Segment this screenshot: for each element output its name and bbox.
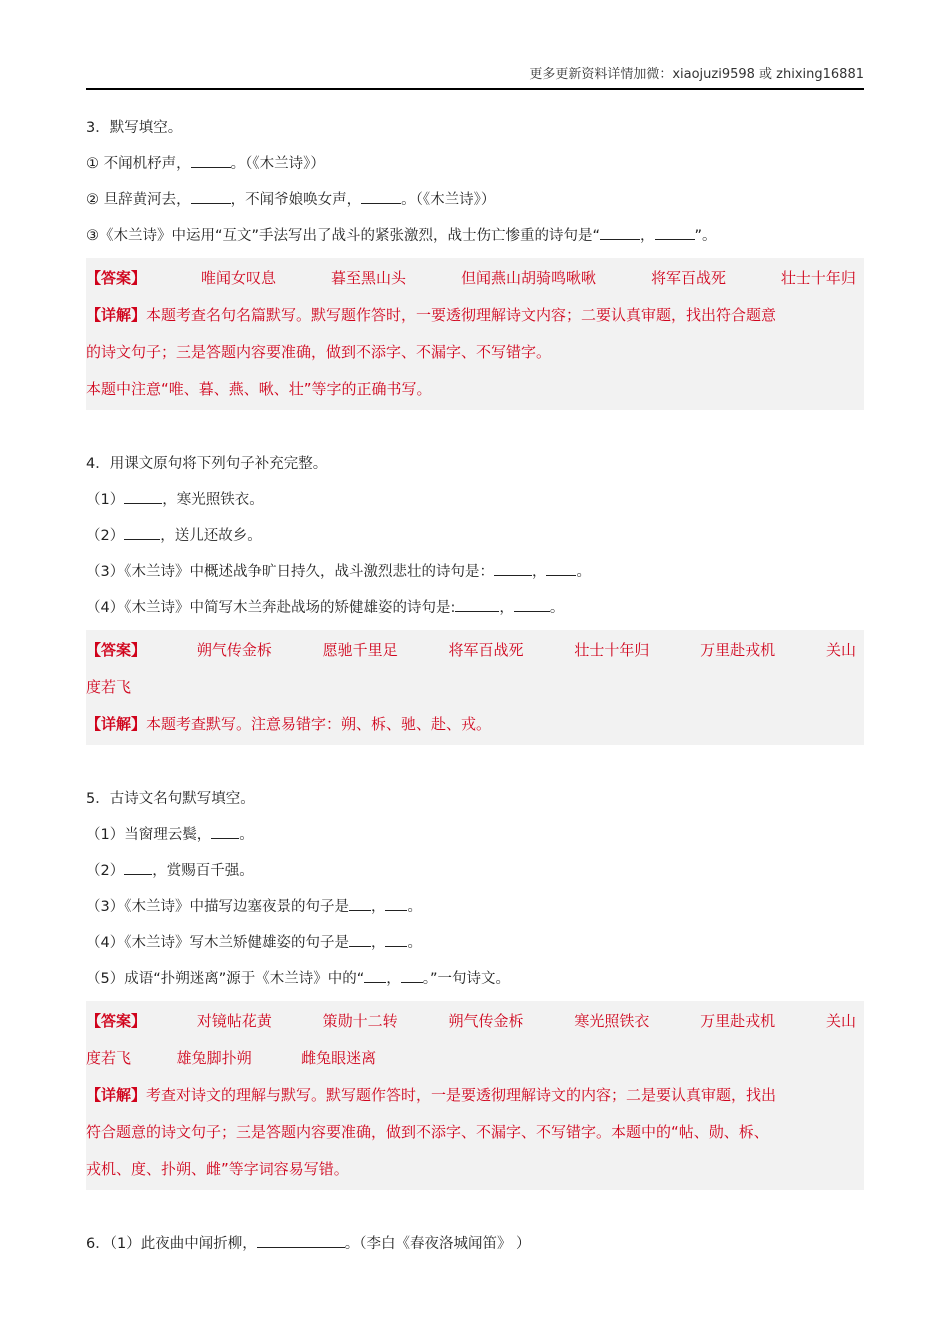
answer-item: 将军百战死 [448,641,524,659]
answer-row [86,260,864,297]
blank [385,932,407,947]
blank [600,225,640,240]
q3-answer-box [86,258,864,410]
detail-text-2: 的诗文句子；三是答题内容要准确，做到不添字、不漏字、不写错字。 [86,343,552,361]
blank [494,561,532,576]
q3-line-2: ② 旦辞黄河去， ，不闻爷娘唤女声， 。（《木兰诗》） [86,182,864,218]
answer-row [86,632,864,669]
q5-line-5: （5）成语“扑朔迷离”源于《木兰诗》中的“ ， 。”一句诗文。 [86,961,864,997]
detail-text-3: 戎机、度、扑朔、雌”等字词容易写错。 [86,1160,349,1178]
answer-item: 关山 [825,641,856,659]
note-text: 本题中注意“唯、暮、燕、啾、壮”等字的正确书写。 [86,380,432,398]
blank [349,896,371,911]
answer-item: 雌兔眼迷离 [301,1049,377,1067]
answer-label: 【答案】 [86,641,147,659]
blank [191,153,231,168]
q4-line-4: （4）《木兰诗》中简写木兰奔赴战场的矫健雄姿的诗句是: ， 。 [86,590,864,626]
answer-item: 壮士十年归 [574,641,650,659]
answer-item: 壮士十年归 [780,269,856,287]
answer-item: 暮至黑山头 [330,269,406,287]
q4-line-1: （1） ，寒光照铁衣。 [86,482,864,518]
blank [124,489,162,504]
answer-item: 策勋十二转 [322,1012,398,1030]
blank [546,561,576,576]
blank [257,1233,345,1248]
answer-item: 万里赴戎机 [700,641,776,659]
blank [124,860,152,875]
detail-label: 【详解】 [86,1086,147,1104]
blank [364,968,386,983]
answer-item: 但闻燕山胡骑鸣啾啾 [460,269,596,287]
answer-label: 【答案】 [86,1012,147,1030]
q4-line-3: （3）《木兰诗》中概述战争旷日持久，战斗激烈悲壮的诗句是： ， 。 [86,554,864,590]
answer-item: 朔气传金柝 [448,1012,524,1030]
q5-line-4: （4）《木兰诗》写木兰矫健雄姿的句子是 ， 。 [86,925,864,961]
detail-text: 【详解】本题考查默写。注意易错字：朔、柝、驰、赴、戎。 [86,715,492,733]
answer-continuation [86,1040,864,1077]
answer-item: 雄兔脚扑朔 [176,1049,252,1067]
answer-item: 将军百战死 [650,269,726,287]
answer-item: 愿驰千里足 [322,641,398,659]
answer-item: 关山 [825,1012,856,1030]
answer-item: 对镜帖花黄 [196,1012,272,1030]
q5-line-3: （3）《木兰诗》中描写边塞夜景的句子是 ， 。 [86,889,864,925]
blank [385,896,407,911]
q5-line-1: （1）当窗理云鬓， 。 [86,817,864,853]
detail-text-2: 符合题意的诗文句子；三是答题内容要准确，做到不添字、不漏字、不写错字。本题中的“帖、勋、柝、 [86,1123,769,1141]
answer-item: 朔气传金柝 [196,641,272,659]
q4-line-2: （2） ，送儿还故乡。 [86,518,864,554]
detail-text: 【详解】本题考查名句名篇默写。默写题作答时，一要透彻理解诗文内容；二要认真审题，找出符合题意 [86,306,777,324]
detail-label: 【详解】 [86,306,147,324]
q4-title: 4．用课文原句将下列句子补充完整。 [86,456,328,472]
blank [349,932,371,947]
answer-item: 度若飞 [86,1049,132,1067]
answer-item: 万里赴戎机 [700,1012,776,1030]
q3-line-3: ③《木兰诗》中运用“互文”手法写出了战斗的紧张激烈，战士伤亡惨重的诗句是“ ， ”。 [86,218,864,254]
q4-answer-box [86,630,864,745]
document-body [86,110,864,1262]
header-rule [86,88,864,90]
blank [211,824,239,839]
page-header: 更多更新资料详情加微：xiaojuzi9598 或 zhixing16881 [529,67,864,82]
q3-line-1: ① 不闻机杼声， 。（《木兰诗》） [86,146,864,182]
detail-label: 【详解】 [86,715,147,733]
q5-answer-box [86,1001,864,1190]
blank [655,225,695,240]
detail-text: 【详解】考查对诗文的理解与默写。默写题作答时，一是要透彻理解诗文的内容；二是要认真审题，找出 [86,1086,777,1104]
blank [361,189,401,204]
q5-line-2: （2） ，赏赐百千强。 [86,853,864,889]
answer-row [86,1003,864,1040]
q3-title: 3．默写填空。 [86,120,183,136]
answer-label: 【答案】 [86,269,147,287]
answer-continuation: 度若飞 [86,678,132,696]
q6-line-1: 6．（1）此夜曲中闻折柳， 。（李白《春夜洛城闻笛》 ） [86,1226,864,1262]
q5-title: 5．古诗文名句默写填空。 [86,791,255,807]
answer-item: 唯闻女叹息 [200,269,276,287]
blank [124,525,160,540]
blank [191,189,231,204]
blank [455,597,499,612]
blank [401,968,423,983]
answer-item: 寒光照铁衣 [574,1012,650,1030]
blank [514,597,550,612]
